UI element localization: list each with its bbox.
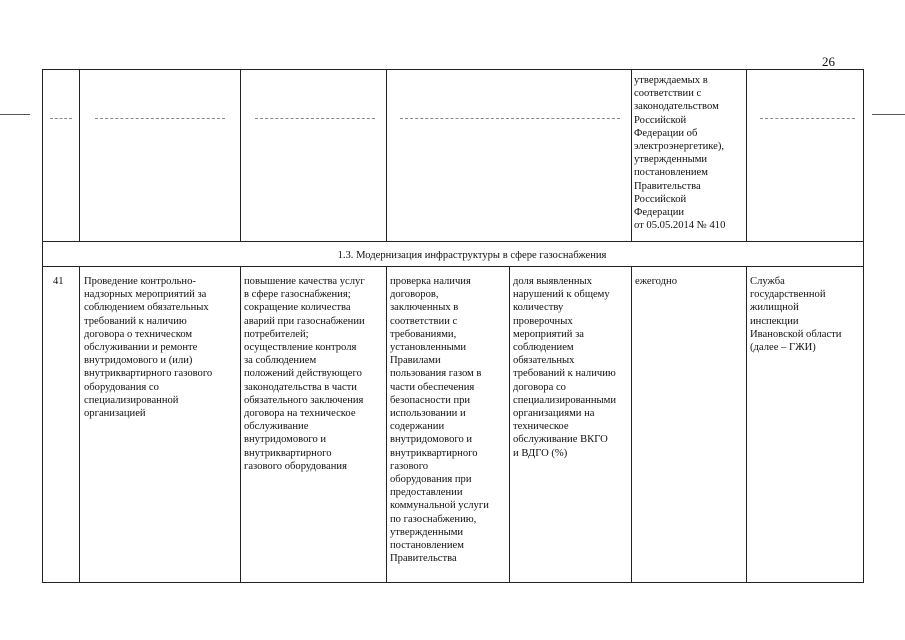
- column-border: [631, 266, 632, 582]
- column-border: [240, 69, 241, 241]
- right-margin-mark: [872, 114, 905, 115]
- content-cell: проверка наличия договоров, заключенных в соответствии с требованиями, установленными Правилами пользования газом в части обеспечения безопасности при использовании и содержании внутридомового и внутриквартирного газового оборудования при предоставлении коммунальной услуги по газоснабжению, утвержденными постановлением Правительства: [390, 276, 489, 565]
- section-title: 1.3. Модернизация инфраструктуры в сфере газоснабжения: [337, 250, 607, 261]
- column-border: [863, 69, 864, 582]
- table-top-border: [42, 69, 864, 70]
- row-number: 41: [53, 276, 64, 287]
- column-border: [42, 69, 43, 582]
- column-border: [509, 266, 510, 582]
- faint-dash: [95, 118, 225, 119]
- goal-cell: повышение качества услуг в сфере газоснабжения; сокращение количества аварий при газоснабжении потребителей; осуществление контроля за соблюдением положений действующего законодательства в части обязательного заключения договора на техническое обслуживание внутридомового и внутриквартирного газового оборудования: [244, 276, 365, 472]
- responsible-cell: Служба государственной жилищной инспекции Ивановской области (далее – ГЖИ): [750, 276, 842, 354]
- column-border: [79, 69, 80, 241]
- faint-dash: [50, 118, 72, 119]
- table-bottom-border: [42, 582, 864, 583]
- faint-dash: [255, 118, 375, 119]
- column-border: [386, 266, 387, 582]
- column-border: [746, 266, 747, 582]
- period-cell: ежегодно: [635, 276, 678, 287]
- indicator-cell: доля выявленных нарушений к общему количеству проверочных мероприятий за соблюдением обязательных требований к наличию договора со специализированными организациями на техническое обслуживание ВКГО и ВДГО (%): [513, 276, 617, 459]
- column-border: [79, 266, 80, 582]
- activity-cell: Проведение контрольно- надзорных мероприятий за соблюдением обязательных требований к наличию договора о техническом обслуживании и ремонте внутридомового и (или) внутриквартирного газового оборудования со специализированной организацией: [84, 276, 213, 420]
- faint-dash: [760, 118, 855, 119]
- table-row-border: [42, 266, 864, 267]
- column-border: [631, 69, 632, 241]
- left-margin-mark: [0, 114, 30, 115]
- column-border: [746, 69, 747, 241]
- page-number: 26: [822, 54, 835, 69]
- continuation-cell-legal-basis: утверждаемых в соответствии с законодательством Российской Федерации об электроэнергетике), утвержденными постановлением Правительства Российской Федерации от 05.05.2014 № 410: [634, 75, 726, 232]
- faint-dash: [400, 118, 620, 119]
- column-border: [240, 266, 241, 582]
- column-border: [386, 69, 387, 241]
- table-row-border: [42, 241, 864, 242]
